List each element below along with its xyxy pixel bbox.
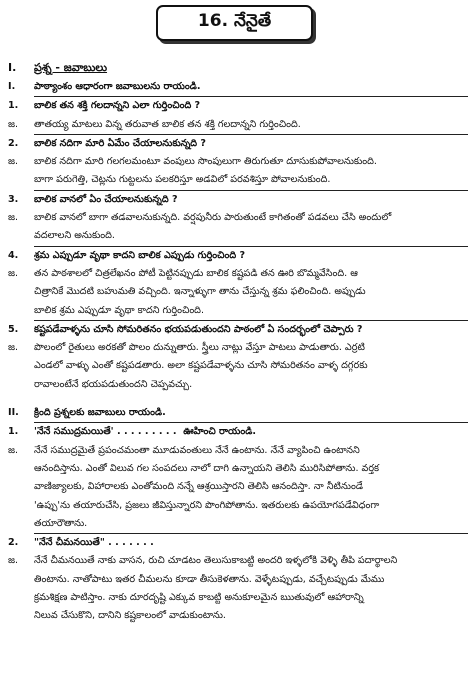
section-number: I. (8, 61, 17, 74)
spacer (0, 497, 34, 515)
answer-text: బాలిక వానలో బాగా తడవాలనుకున్నది. వర్షపునీరు పారుతుంటే కాగితంతో పడవలు చేసి అందులో (34, 212, 392, 224)
answer-label: జ. (8, 342, 19, 354)
section-1-heading (0, 58, 474, 78)
question-text: శ్రమ ఎప్పుడూ వృథా కాదని బాలిక ఎప్పుడు గుర్తించింది ? (34, 249, 246, 261)
question-text (34, 423, 474, 441)
spacer (0, 357, 34, 375)
section-number: II. (8, 407, 19, 419)
answer-line (0, 515, 474, 533)
question-title: "నేనే చీమనయితే" (34, 537, 105, 549)
answer-text: నేనే చీమనయితే నాకు వాసన, రుచి చూడటం తెలుసుకాబట్టి అందరి ఇళ్ళలోకి వెళ్ళి తీపి పదార్థాలని (34, 555, 398, 567)
question-number: 2. (8, 137, 19, 149)
answer-text: ఆనందిస్తాను. ఎంతో విలువ గల సంపదలు నాలో దాగి ఉన్నాయని తెలిసి మురిసిపోతాను. వర్తక (34, 462, 380, 474)
answer-label: జ. (8, 267, 19, 279)
question-dots: . . . . . . . (104, 537, 154, 549)
answer-line (0, 209, 474, 227)
answer-text: నిలువ చేసుకొని, దానిని కష్టకాలంలో వాడుకుంటాను. (34, 610, 226, 622)
answer-line (0, 339, 474, 357)
instruction-number: I. (8, 81, 16, 92)
spacer (0, 515, 34, 533)
question-text: బాలిక వానలో ఏం చేయాలనుకున్నది ? (34, 193, 178, 205)
spacer (0, 460, 34, 478)
answer-text: తన పాఠశాలలో చిత్రలేఖనం పోటీ పెట్టినప్పుడు బాలిక కష్టపడి తన ఊరి బొమ్మవేసింది. ఆ (34, 267, 358, 279)
answer-text: క్రమశిక్షణ పాటిస్తాం. నాకు దూరదృష్టి ఎక్కువ కాబట్టి అనుకూలమైన ఋతువులో ఆహారాన్ని (34, 592, 364, 604)
question-dots: . . . . . . . . . (113, 426, 177, 438)
answer-text: నేనే సముద్రమైతే ప్రపంచమంతా మూడువంతులు నేనే ఉంటాను. నేనే వ్యాపించి ఉంటానని (34, 444, 360, 456)
answer-text: 'ఉప్పు'ను తయారుచేసి, ప్రజలు జీవిస్తున్నారని పొంగిపోతాను. ఇతరులకు ఉపయోగపడేవిధంగా (34, 499, 380, 511)
answer-line (0, 460, 474, 478)
spacer (0, 394, 474, 404)
spacer (0, 302, 34, 320)
answer-line (0, 171, 474, 189)
question-number: 1. (8, 100, 19, 112)
answer-line (0, 227, 474, 245)
answer-line (0, 478, 474, 496)
answer-label: జ. (8, 555, 19, 567)
question (0, 534, 474, 552)
answer-line (0, 442, 474, 460)
answer-text: ఎండలో వాళ్ళు ఎంతో కష్టపడతారు. అలా కష్టపడేవాళ్ళను చూసి సోమరితనం వాళ్ళ దగ్గరకు (34, 360, 368, 372)
answer-text: బాలిక నదిగా మారి గలగలమంటూ వంపులు సొంపులుగా తిరుగుతూ దూసుకుపోవాలనుకుంది. (34, 156, 377, 168)
question (0, 423, 474, 441)
answer-text: పొలంలో రైతులు అరకతో పొలం దున్నుతారు. స్త్రీలు నాట్లు వేస్తూ పాటలు పాడుతారు. ఎర్రటి (34, 342, 365, 354)
spacer (0, 376, 34, 394)
spacer (0, 478, 34, 496)
spacer (0, 171, 34, 189)
spacer (0, 571, 34, 589)
section-1-instruction (0, 78, 474, 96)
answer-label: జ. (8, 444, 19, 456)
answer-line (0, 357, 474, 375)
question-number: 3. (8, 193, 19, 205)
question (0, 97, 474, 115)
question-title: 'నేనే సముద్రమయితే' (34, 426, 114, 438)
section-2-instruction (0, 404, 474, 422)
answer-text: రావాలంటేనే భయపడుతుందని చెప్పవచ్చు. (34, 378, 193, 390)
question-text: బాలిక నదిగా మారి ఏమేం చేయాలనుకున్నది ? (34, 137, 206, 149)
question-number: 1. (8, 426, 19, 438)
question-number: 4. (8, 249, 19, 261)
section-title: ప్రశ్న - జవాబులు (34, 61, 108, 74)
question-text (34, 534, 474, 552)
answer-line (0, 497, 474, 515)
question (0, 247, 474, 265)
instruction-text: పాఠ్యాంశం ఆధారంగా జవాబులను రాయండి. (34, 81, 201, 92)
answer-line (0, 153, 474, 171)
answer-text: బాగా పరుగెత్తి, చెట్లను గుట్టలను పలకరిస్తూ అడవిలో పరవశిస్తూ పోవాలనుకుంది. (34, 174, 331, 186)
answer-text: వదలాలని అనుకుంది. (34, 230, 115, 242)
answer-line (0, 376, 474, 394)
answer-line (0, 571, 474, 589)
answer-text: తింటాను. నాతోపాటు ఇతర చీమలను కూడా తీసుకెళతాను. వెళ్ళేటప్పుడు, వచ్చేటప్పుడు మేము (34, 573, 385, 585)
answer-line (0, 607, 474, 625)
question-text: బాలిక తన శక్తి గలదాన్నని ఎలా గుర్తించింది ? (34, 100, 201, 112)
question-text: కష్టపడేవాళ్ళను చూసి సోమరితనం భయపడుతుందని పాఠంలో ఏ సందర్భంలో చెప్పారు ? (34, 323, 363, 335)
answer-label: జ. (8, 118, 19, 130)
answer-label: జ. (8, 156, 19, 168)
instruction-text: క్రింది ప్రశ్నలకు జవాబులు రాయండి. (34, 407, 166, 419)
answer-line (0, 283, 474, 301)
answer-line (0, 552, 474, 570)
answer-text: తాతయ్య మాటలు విన్న తరువాత బాలిక తన శక్తి గలదాన్నని గుర్తించింది. (34, 118, 301, 130)
question (0, 191, 474, 209)
spacer (0, 589, 34, 607)
document-body (0, 58, 474, 626)
spacer (0, 283, 34, 301)
spacer (0, 227, 34, 245)
question-suffix: ఊహించి రాయండి. (183, 426, 256, 438)
answer-text: బాలిక శ్రమ ఎప్పుడూ వృథా కాదని గుర్తించింది. (34, 304, 205, 316)
answer-text: చిత్రానికే మొదటి బహుమతి వచ్చింది. ఇన్నాళ్ళుగా తాను చేస్తున్న శ్రమ ఫలించింది. అప్పుడు (34, 286, 366, 298)
question-number: 2. (8, 537, 19, 549)
question (0, 321, 474, 339)
answer-label: జ. (8, 212, 19, 224)
chapter-title: 16. నేనైతే (156, 5, 313, 41)
question (0, 135, 474, 153)
answer-text: వాణిజ్యాలకు, విహారాలకు ఎంతోమంది నన్నే ఆశ్రయిస్తారని తెలిసి ఆనందిస్తా. నా నీటినుండే (34, 481, 363, 493)
answer-text: తయారౌతాను. (34, 517, 88, 529)
question-number: 5. (8, 323, 19, 335)
answer-line (0, 265, 474, 283)
spacer (0, 607, 34, 625)
answer-line (0, 302, 474, 320)
answer-line (0, 116, 474, 134)
answer-line (0, 589, 474, 607)
